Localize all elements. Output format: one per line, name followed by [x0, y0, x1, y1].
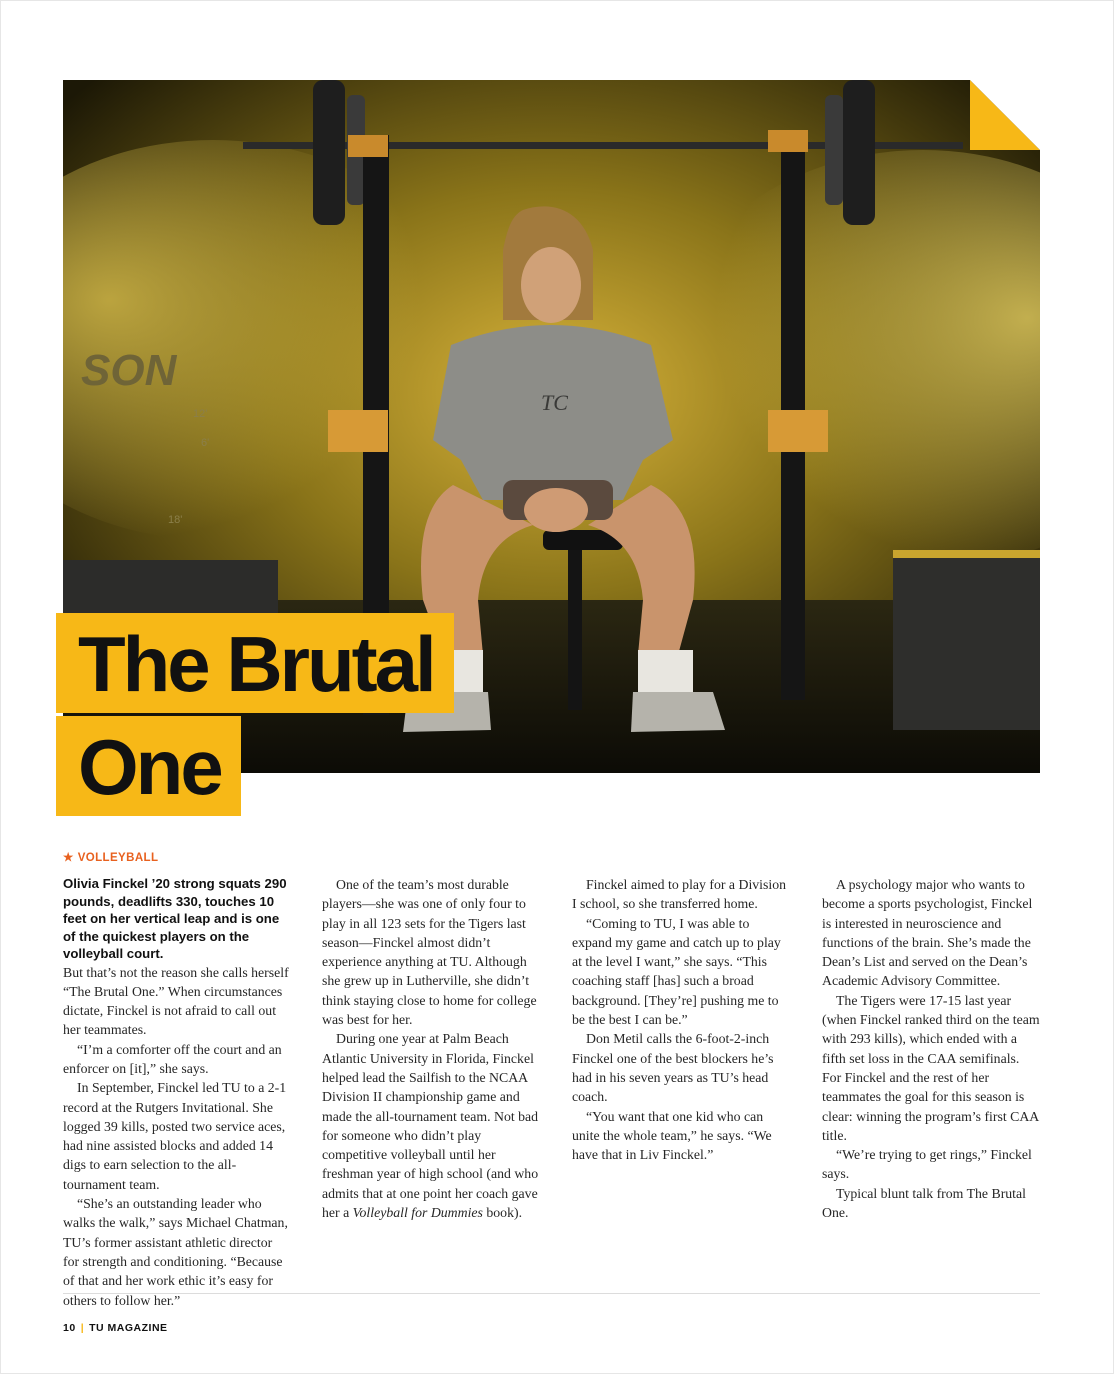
article-column-4: [822, 875, 1040, 1222]
wall-lettering: SON: [81, 346, 177, 395]
safety-arm-left: [328, 410, 388, 452]
height-marker-12: 12': [193, 408, 208, 420]
page-number: 10: [63, 1322, 76, 1334]
paragraph: A psychology major who wants to become a sports psychologist, Finckel is interested in neuroscience and functions of the brain. She’s made the Dean’s List and served on the Dean’s Academic Advisory Committee.: [822, 877, 1033, 989]
paragraph: One of the team’s most durable players—she was one of only four to play in all 123 sets for the Tigers last season—Finckel almost didn’t experience anything at TU. Although she grew up in Lutherville, she didn’t think staying close to home for college was best for her.: [322, 877, 537, 1028]
article-column-3: [572, 875, 792, 1164]
bench-post: [568, 550, 582, 710]
paragraph: “You want that one kid who can unite the whole team,” he says. “We have that in Liv Finckel.”: [572, 1108, 772, 1163]
headline-text-2: One: [56, 716, 241, 816]
plate-stack-right: [893, 550, 1040, 730]
book-title: Volleyball for Dummies: [352, 1205, 483, 1221]
paragraph: “She’s an outstanding leader who walks the walk,” says Michael Chatman, TU’s former assistant athletic director for strength and conditioning. “Because of that and her work ethic it’s easy for others to follow her.”: [63, 1196, 288, 1308]
paragraph-text: During one year at Palm Beach Atlantic University in Florida, Finckel helped lead the Sailfish to the NCAA Division II championship game and made the all-tournament team. Not bad for someone who didn’t play competitive volleyball until her freshman year of high school (and who admits that at one point her coach gave her a: [322, 1031, 539, 1221]
paragraph: But that’s not the reason she calls herself “The Brutal One.” When circumstances dictate, Finckel is not afraid to call out her teammates.: [63, 964, 289, 1038]
paragraph: In September, Finckel led TU to a 2-1 record at the Rutgers Invitational. She logged 39 kills, posted two service aces, had nine assisted blocks and added 14 digs to earn selection to the all-tournament team.: [63, 1080, 287, 1192]
paragraph: Finckel aimed to play for a Division I school, so she transferred home.: [572, 877, 787, 912]
paragraph: The Tigers were 17-15 last year (when Finckel ranked third on the team with 293 kills), which ended with a fifth set loss in the CAA semifinals. For Finckel and the rest of her teammates the goal for this season is clear: winning the program’s first CAA title.: [822, 992, 1040, 1143]
footer-divider: [63, 1293, 1040, 1294]
corner-tab-decoration: [970, 80, 1040, 150]
weight-plate-left: [313, 80, 345, 225]
paragraph: Don Metil calls the 6-foot-2-inch Finckel one of the best blockers he’s had in his seven years as TU’s head coach.: [572, 1031, 774, 1105]
headline-text-1: The Brutal: [56, 613, 454, 713]
paragraph: “I’m a comforter off the court and an enforcer on [it],” she says.: [63, 1041, 282, 1076]
j-hook-left: [348, 135, 388, 157]
section-kicker: [63, 850, 158, 864]
weight-plate-right: [843, 80, 875, 225]
article-column-2: [322, 875, 542, 1222]
paragraph: “We’re trying to get rings,” Finckel says.: [822, 1147, 1032, 1182]
paragraph-text: book).: [482, 1205, 523, 1221]
publication-name: TU MAGAZINE: [89, 1322, 168, 1334]
paragraph: Typical blunt talk from The Brutal One.: [822, 1185, 1026, 1221]
paragraph: [322, 1029, 542, 1222]
article-column-1: [63, 875, 291, 1310]
weight-plate-right-inner: [825, 95, 843, 205]
headline-line-2: [56, 716, 241, 816]
section-label: VOLLEYBALL: [77, 852, 159, 864]
safety-arm-right: [768, 410, 828, 452]
height-marker-6: 6': [201, 437, 210, 449]
plate-stack-right-top: [893, 550, 1040, 558]
shirt-logo: TC: [541, 390, 568, 415]
headline-line-1: [56, 613, 454, 713]
article-deck: Olivia Finckel ’20 strong squats 290 pounds, deadlifts 330, touches 10 feet on her vertical leap and is one of the quickest players on the volleyball court.: [63, 876, 287, 961]
paragraph: “Coming to TU, I was able to expand my game and catch up to play at the level I want,” she says. “This coaching staff [has] such a broad background. [They’re] pushing me to be the best I can be.”: [572, 915, 781, 1028]
page-footer: [63, 1322, 168, 1334]
star-icon: ★: [63, 852, 74, 864]
footer-separator: |: [80, 1322, 85, 1334]
height-marker-18: 18': [168, 514, 183, 526]
j-hook-right: [768, 130, 808, 152]
